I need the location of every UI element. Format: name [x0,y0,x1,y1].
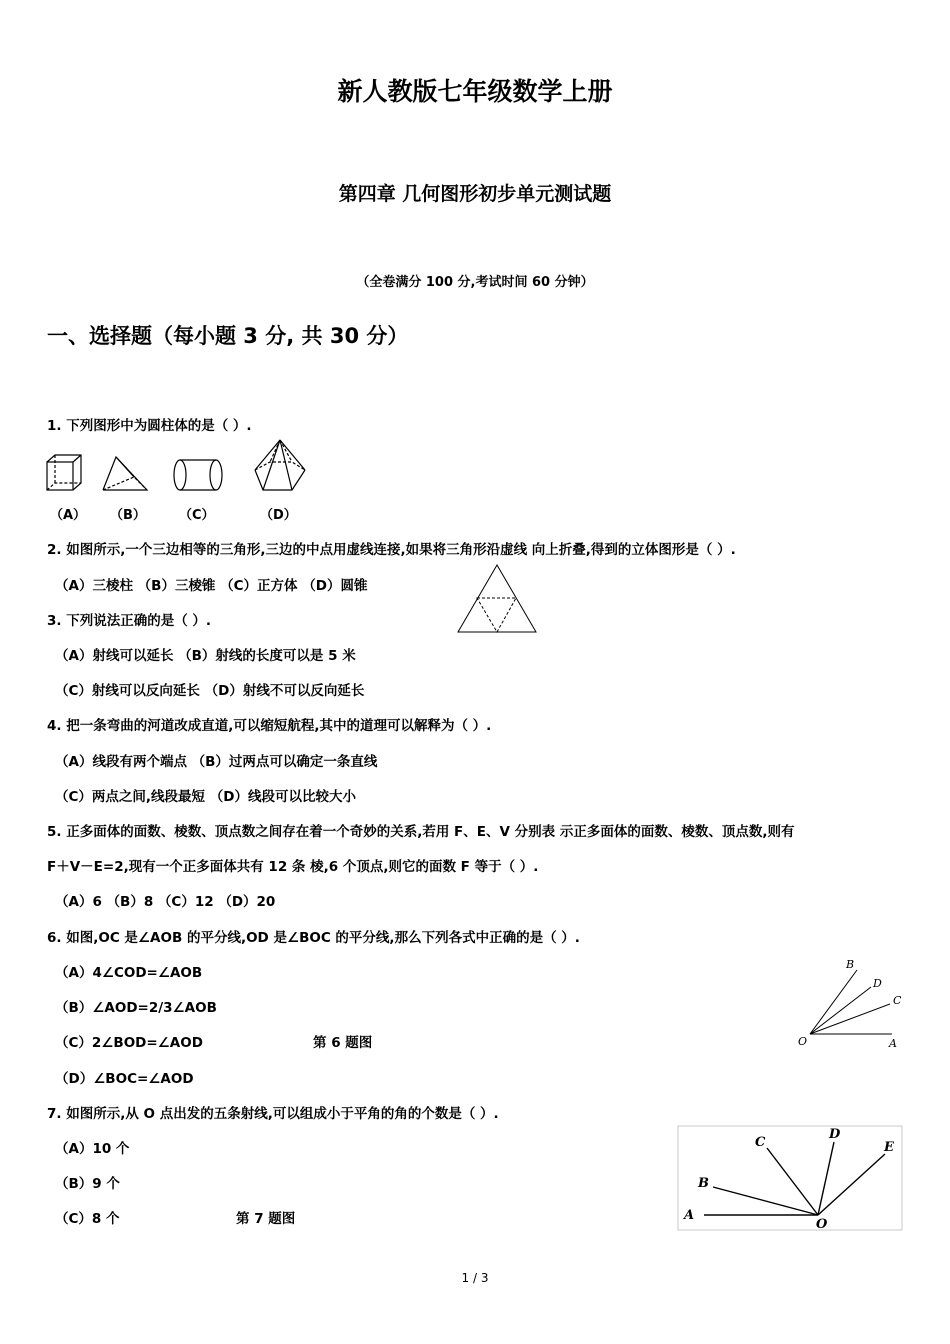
question-7-option-a: （A）10 个 [55,1141,130,1157]
question-5-text-line1: 5. 正多面体的面数、棱数、顶点数之间存在着一个奇妙的关系,若用 F、E、V 分别表 示正多面体的面数、棱数、顶点数,则有 [47,824,795,840]
question-4-text: 4. 把一条弯曲的河道改成直道,可以缩短航程,其中的道理可以解释为（ ）. [47,718,492,734]
page-number: 1 / 3 [461,1271,489,1285]
question-5-options: （A）6 （B）8 （C）12 （D）20 [55,894,276,910]
q7-label-e: E [884,1140,894,1155]
question-6-option-d: （D）∠BOC=∠AOD [55,1071,194,1087]
exam-note: （全卷满分 100 分,考试时间 60 分钟） [356,275,594,290]
question-3-options-line1: （A）射线可以延长 （B）射线的长度可以是 5 米 [55,648,356,664]
question-6-option-a: （A）4∠COD=∠AOB [55,965,203,981]
question-3-options-line2: （C）射线可以反向延长 （D）射线不可以反向延长 [55,683,365,699]
q7-label-a: A [684,1208,695,1223]
figure-7-caption: 第 7 题图 [236,1211,296,1227]
question-7-option-c: （C）8 个 [55,1211,120,1227]
figure-6-caption: 第 6 题图 [313,1035,373,1051]
page-title: 新人教版七年级数学上册 [337,77,613,106]
question-2-options: （A）三棱柱 （B）三棱锥 （C）正方体 （D）圆锥 [55,578,368,594]
question-4-options-line1: （A）线段有两个端点 （B）过两点可以确定一条直线 [55,754,378,770]
question-2-text: 2. 如图所示,一个三边相等的三角形,三边的中点用虚线连接,如果将三角形沿虚线 向上折叠,得到的立体图形是（ ）. [47,542,736,558]
q6-label-o: O [798,1035,808,1048]
q6-label-a: A [889,1037,897,1050]
q7-label-b: B [698,1176,709,1191]
question-1-text: 1. 下列图形中为圆柱体的是（ ）. [47,418,252,434]
question-6-option-b: （B）∠AOD=2/3∠AOB [55,1000,217,1016]
question-7-option-b: （B）9 个 [55,1176,120,1192]
question-7-text: 7. 如图所示,从 O 点出发的五条射线,可以组成小于平角的角的个数是（ ）. [47,1106,499,1122]
question-3-text: 3. 下列说法正确的是（ ）. [47,613,212,629]
q6-label-b: B [846,958,855,971]
q1-label-b: （B） [110,508,146,523]
q7-label-d: D [829,1127,841,1142]
section-heading-choice: 一、选择题（每小题 3 分, 共 30 分） [47,324,409,348]
page-subtitle: 第四章 几何图形初步单元测试题 [338,183,612,205]
question-6-text: 6. 如图,OC 是∠AOB 的平分线,OD 是∠BOC 的平分线,那么下列各式中正确的是（ ）. [47,930,580,946]
q1-label-d: （D） [260,508,297,523]
q6-label-c: C [893,994,902,1007]
q1-label-c: （C） [179,508,215,523]
question-4-options-line2: （C）两点之间,线段最短 （D）线段可以比较大小 [55,789,356,805]
q7-label-o: O [816,1217,828,1232]
question-6-option-c: （C）2∠BOD=∠AOD [55,1035,203,1051]
q6-label-d: D [873,977,882,990]
question-5-text-line2: F＋V－E=2,现有一个正多面体共有 12 条 棱,6 个顶点,则它的面数 F 等于（ ）. [47,859,539,875]
q1-label-a: （A） [50,508,87,523]
q7-label-c: C [755,1135,766,1150]
